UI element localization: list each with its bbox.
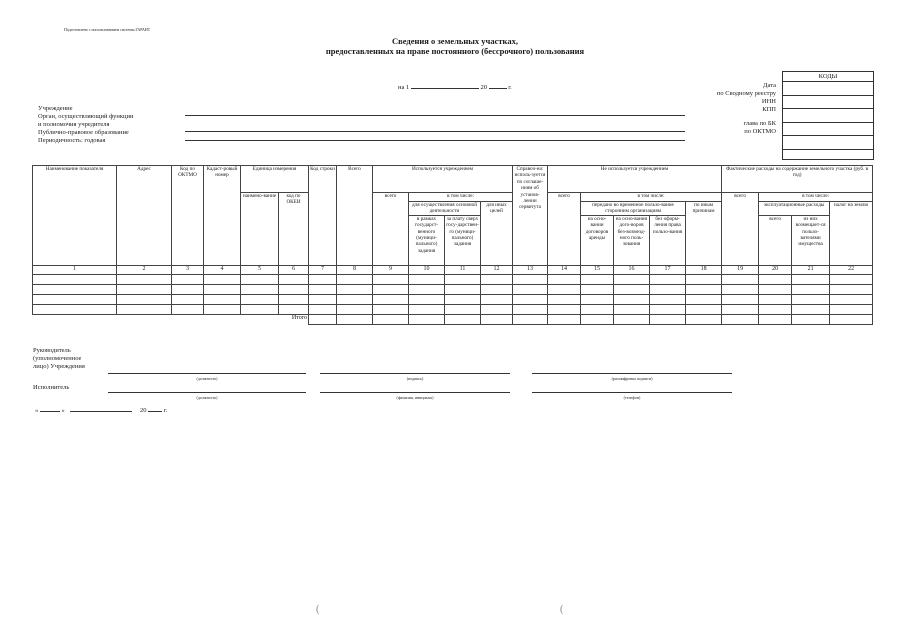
th-notused-lease: на осно-вании договоров аренды	[581, 215, 614, 265]
sign-date-close: »	[61, 407, 65, 414]
total-label: Итого	[291, 314, 307, 321]
table-cell[interactable]	[279, 294, 309, 304]
table-cell[interactable]	[830, 274, 873, 284]
table-cell[interactable]	[241, 284, 279, 294]
table-cell[interactable]	[614, 294, 650, 304]
th-notused-incl: в том числе:	[581, 193, 722, 202]
executor-phone-field[interactable]	[532, 392, 732, 393]
table-cell[interactable]	[481, 274, 513, 284]
col-number: 18	[686, 265, 722, 274]
table-cell[interactable]	[279, 304, 309, 314]
code-label-date: Дата	[763, 82, 776, 89]
table-cell[interactable]	[650, 314, 686, 324]
col-number: 20	[759, 265, 792, 274]
date-year-label: 20	[480, 84, 487, 91]
table-cell[interactable]	[759, 314, 792, 324]
header-labels	[38, 105, 134, 145]
table-cell[interactable]	[409, 314, 445, 324]
col-number: 16	[614, 265, 650, 274]
land-plots-table	[32, 165, 873, 325]
cap-signature: (подпись)	[406, 376, 424, 381]
table-cell[interactable]	[445, 294, 481, 304]
code-oktmo-cell[interactable]	[783, 150, 873, 163]
head-label-3: лицо) Учреждения	[33, 363, 85, 370]
institution-field[interactable]	[185, 115, 685, 116]
th-used-total: всего	[373, 193, 409, 266]
table-cell[interactable]	[172, 274, 204, 284]
table-cell[interactable]	[409, 284, 445, 294]
th-notused-noright: без оформ-ления права пользо-вания	[650, 215, 686, 265]
table-cell[interactable]	[33, 284, 117, 294]
col-number: 5	[241, 265, 279, 274]
code-inn-cell[interactable]	[783, 109, 873, 123]
table-cell[interactable]	[204, 294, 241, 304]
th-address: Адрес	[117, 166, 172, 266]
th-used-other: для иных целей	[481, 202, 513, 266]
table-cell[interactable]	[309, 314, 337, 324]
title-line-2: предоставленных на праве постоянного (бессрочного) пользования	[325, 46, 585, 56]
table-cell[interactable]	[548, 294, 581, 304]
head-label-2: (уполномоченное	[33, 355, 82, 362]
table-row	[33, 284, 873, 294]
col-number: 15	[581, 265, 614, 274]
th-exp-tax: налог на землю	[830, 202, 873, 266]
th-oktmo: Код по ОКТМО	[172, 166, 204, 266]
table-cell[interactable]	[309, 294, 337, 304]
th-used-main-a: в рамках государст-венного (муници-пального) задания	[409, 215, 445, 265]
th-exp-utility-reimb: из них возмещает-ся пользо-вателями имущества	[792, 215, 830, 265]
sign-year-field[interactable]	[148, 405, 162, 412]
code-registry-cell[interactable]	[783, 96, 873, 110]
col-number: 3	[172, 265, 204, 274]
table-cell[interactable]	[614, 304, 650, 314]
table-cell[interactable]	[830, 304, 873, 314]
date-day-field[interactable]	[411, 82, 479, 89]
table-cell[interactable]	[792, 284, 830, 294]
table-cell[interactable]	[581, 314, 614, 324]
table-cell[interactable]	[373, 314, 409, 324]
executor-position-field[interactable]	[108, 392, 306, 393]
title-line-1: Сведения о земельных участках,	[392, 36, 518, 46]
th-name: Наименование показателя	[33, 166, 117, 266]
table-cell[interactable]	[581, 274, 614, 284]
code-label-kpp: КПП	[762, 106, 776, 113]
table-cell[interactable]	[650, 294, 686, 304]
table-cell[interactable]	[513, 314, 548, 324]
head-position-field[interactable]	[108, 373, 306, 374]
table-cell[interactable]	[409, 304, 445, 314]
table-cell[interactable]	[792, 314, 830, 324]
head-signature-field[interactable]	[320, 373, 510, 374]
table-cell[interactable]	[445, 284, 481, 294]
table-cell[interactable]	[686, 284, 722, 294]
table-cell[interactable]	[279, 274, 309, 284]
code-label-glava: глава по БК	[743, 120, 776, 127]
table-cell[interactable]	[309, 284, 337, 294]
th-notused: Не используется учреждением	[548, 166, 722, 193]
table-row	[33, 274, 873, 284]
table-cell[interactable]	[172, 284, 204, 294]
table-cell[interactable]	[409, 274, 445, 284]
col-number: 1	[33, 265, 117, 274]
sign-date	[35, 405, 167, 415]
th-notused-free: на осно-вании дого-воров без-возмезд-ного поль-зования	[614, 215, 650, 265]
executor-label: Исполнитель	[33, 384, 70, 391]
codes-box	[782, 71, 874, 160]
scan-mark-icon: (	[560, 604, 564, 615]
total-row	[33, 314, 873, 324]
table-cell[interactable]	[686, 314, 722, 324]
table-cell[interactable]	[241, 274, 279, 284]
sign-month-field[interactable]	[70, 405, 132, 412]
th-reference: Справоч-но: исполь-зуется по соглаше-ниям об установ-лении сервитута	[513, 166, 548, 266]
table-cell[interactable]	[337, 314, 373, 324]
table-cell[interactable]	[513, 274, 548, 284]
th-exp-utility: эксплуатационные расходы	[759, 202, 830, 216]
col-number: 6	[279, 265, 309, 274]
table-cell[interactable]	[481, 284, 513, 294]
table-cell[interactable]	[614, 274, 650, 284]
table-cell[interactable]	[337, 304, 373, 314]
table-cell[interactable]	[830, 314, 873, 324]
code-glava-cell[interactable]	[783, 136, 873, 150]
col-number: 13	[513, 265, 548, 274]
code-kpp-cell[interactable]	[783, 123, 873, 137]
table-cell[interactable]	[373, 284, 409, 294]
col-number: 11	[445, 265, 481, 274]
organ-field[interactable]	[185, 131, 685, 132]
table-cell[interactable]	[759, 294, 792, 304]
table-cell[interactable]	[792, 294, 830, 304]
table-cell[interactable]	[337, 274, 373, 284]
table-cell[interactable]	[722, 284, 759, 294]
table-cell[interactable]	[481, 304, 513, 314]
page-title	[300, 36, 610, 56]
label-public: Публично-правовое образование	[38, 129, 129, 136]
sign-day-field[interactable]	[40, 405, 60, 412]
col-number: 7	[309, 265, 337, 274]
table-cell[interactable]	[481, 314, 513, 324]
table-cell[interactable]	[759, 304, 792, 314]
table-cell[interactable]	[117, 304, 172, 314]
table-cell[interactable]	[650, 274, 686, 284]
table-cell[interactable]	[445, 314, 481, 324]
th-used-main: для осуществления основной деятельности	[409, 202, 481, 216]
head-decoding-field[interactable]	[532, 373, 732, 374]
date-suffix: г.	[508, 84, 512, 91]
table-cell[interactable]	[309, 304, 337, 314]
table-cell[interactable]	[722, 274, 759, 284]
sign-date-open: «	[35, 407, 39, 414]
col-number: 4	[204, 265, 241, 274]
table-cell[interactable]	[686, 274, 722, 284]
table-cell[interactable]	[204, 274, 241, 284]
th-cadastral: Кадаст-ровый номер	[204, 166, 241, 266]
table-cell[interactable]	[581, 284, 614, 294]
report-date	[398, 82, 512, 92]
code-label-inn: ИНН	[761, 98, 776, 105]
label-organ-1: Орган, осуществляющий функции	[38, 113, 134, 120]
th-expenses: Фактические расходы на содержание земельного участка (руб. в год)	[722, 166, 873, 193]
sign-year-label: 20	[140, 407, 147, 414]
table-cell[interactable]	[759, 274, 792, 284]
col-number: 22	[830, 265, 873, 274]
table-cell[interactable]	[204, 284, 241, 294]
th-unit-name: наимено-вание	[241, 193, 279, 266]
table-cell[interactable]	[172, 294, 204, 304]
th-notused-total: всего	[548, 193, 581, 266]
cap-position-2: (должность)	[196, 395, 218, 400]
table-cell[interactable]	[830, 284, 873, 294]
table-row	[33, 304, 873, 314]
th-line-code: Код строки	[309, 166, 337, 266]
scan-mark-icon: (	[316, 604, 320, 615]
head-label	[33, 347, 85, 371]
table-cell[interactable]	[792, 304, 830, 314]
col-number: 8	[337, 265, 373, 274]
table-cell[interactable]	[792, 274, 830, 284]
label-organ-2: и полномочия учредителя	[38, 121, 110, 128]
table-cell[interactable]	[830, 294, 873, 304]
executor-fio-field[interactable]	[320, 392, 510, 393]
col-number: 21	[792, 265, 830, 274]
th-unit-okei: код по ОКЕИ	[279, 193, 309, 266]
col-number: 10	[409, 265, 445, 274]
cap-fio: (фамилия, инициалы)	[396, 395, 434, 400]
table-cell[interactable]	[513, 284, 548, 294]
table-cell[interactable]	[650, 284, 686, 294]
date-prefix: на 1	[398, 84, 410, 91]
th-used-main-b: за плату сверх госу-дарствен-го (муници-пального) задания	[445, 215, 481, 265]
table-cell[interactable]	[117, 294, 172, 304]
top-note: Подготовлено с использованием системы ГАРАНТ	[64, 27, 151, 32]
table-cell[interactable]	[548, 284, 581, 294]
cap-position: (должность)	[196, 376, 218, 381]
table-cell[interactable]	[481, 294, 513, 304]
table-cell[interactable]	[686, 294, 722, 304]
th-exp-incl: в том числе:	[759, 193, 873, 202]
table-cell[interactable]	[117, 274, 172, 284]
column-numbers-row	[33, 265, 873, 274]
table-cell[interactable]	[373, 274, 409, 284]
table-cell[interactable]	[581, 294, 614, 304]
code-labels	[690, 82, 776, 136]
table-cell[interactable]	[337, 294, 373, 304]
th-notused-transferred: передано во временное пользо-вание сторонним организациям	[581, 202, 686, 216]
col-number: 19	[722, 265, 759, 274]
table-cell[interactable]	[722, 314, 759, 324]
date-year-field[interactable]	[489, 82, 507, 89]
label-periodicity: Периодичность: годовая	[38, 137, 106, 144]
table-cell[interactable]	[409, 294, 445, 304]
code-label-registry: по Сводному реестру	[716, 90, 776, 97]
codes-header: КОДЫ	[783, 72, 873, 82]
th-exp-total: всего	[722, 193, 759, 266]
th-unit: Единица измерения	[241, 166, 309, 193]
table-cell[interactable]	[33, 294, 117, 304]
th-used: Используется учреждением	[373, 166, 513, 193]
table-cell[interactable]	[513, 294, 548, 304]
th-notused-other: по иным причинам	[686, 202, 722, 266]
table-cell[interactable]	[373, 304, 409, 314]
table-cell[interactable]	[445, 304, 481, 314]
col-number: 12	[481, 265, 513, 274]
table-cell[interactable]	[650, 304, 686, 314]
head-label-1: Руководитель	[33, 347, 71, 354]
public-field[interactable]	[185, 140, 685, 141]
table-cell[interactable]	[614, 314, 650, 324]
table-cell[interactable]	[204, 304, 241, 314]
col-number: 14	[548, 265, 581, 274]
th-exp-utility-total: всего	[759, 215, 792, 265]
table-cell[interactable]	[513, 304, 548, 314]
table-cell[interactable]	[33, 304, 117, 314]
table-cell[interactable]	[686, 304, 722, 314]
table-row	[33, 294, 873, 304]
code-label-oktmo: по ОКТМО	[744, 128, 776, 135]
sign-date-g: г.	[163, 407, 168, 414]
table-cell[interactable]	[581, 304, 614, 314]
table-cell[interactable]	[759, 284, 792, 294]
cap-decoding: (расшифровка подписи)	[611, 376, 653, 381]
col-number: 2	[117, 265, 172, 274]
table-cell[interactable]	[548, 314, 581, 324]
table-cell[interactable]	[309, 274, 337, 284]
table-cell[interactable]	[548, 304, 581, 314]
table-cell[interactable]	[722, 304, 759, 314]
table-cell[interactable]	[548, 274, 581, 284]
table-cell[interactable]	[33, 274, 117, 284]
table-cell[interactable]	[445, 274, 481, 284]
th-used-incl: в том числе:	[409, 193, 513, 202]
col-number: 9	[373, 265, 409, 274]
table-cell[interactable]	[241, 304, 279, 314]
code-date-cell[interactable]	[783, 82, 873, 96]
label-institution: Учреждение	[38, 105, 73, 112]
table-cell[interactable]	[241, 294, 279, 304]
table-cell[interactable]	[172, 304, 204, 314]
table-cell[interactable]	[117, 284, 172, 294]
table-cell[interactable]	[337, 284, 373, 294]
table-cell[interactable]	[279, 284, 309, 294]
table-cell[interactable]	[722, 294, 759, 304]
th-total: Всего	[337, 166, 373, 266]
table-cell[interactable]	[614, 284, 650, 294]
cap-phone: (телефон)	[623, 395, 641, 400]
table-cell[interactable]	[373, 294, 409, 304]
col-number: 17	[650, 265, 686, 274]
